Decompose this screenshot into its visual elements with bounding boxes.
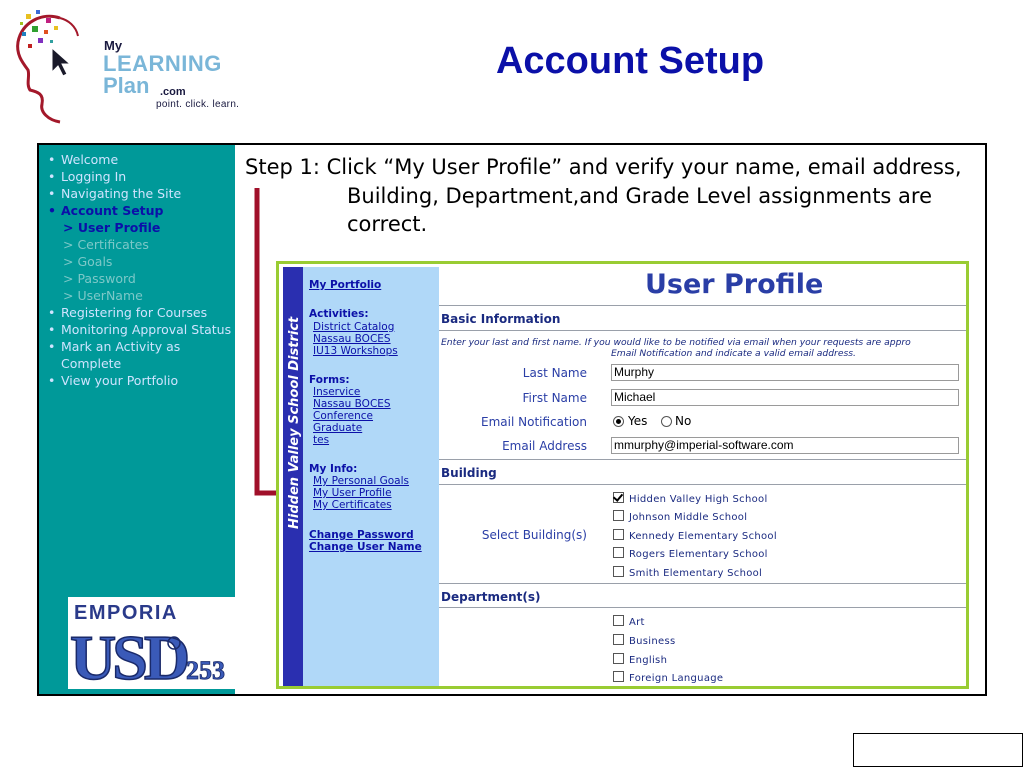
last-name-label: Last Name — [522, 366, 587, 380]
checkbox-checked-icon[interactable] — [613, 492, 624, 503]
email-notification-no-radio[interactable] — [661, 416, 672, 427]
sidebar-item-account-setup[interactable]: • Account Setup — [47, 202, 233, 219]
nav-activity-district-catalog[interactable]: District Catalog — [313, 321, 395, 333]
sidebar-subitem-certificates[interactable]: > Certificates — [63, 237, 149, 252]
first-name-label: First Name — [522, 391, 587, 405]
sidebar-nav — [47, 151, 233, 389]
checkbox-icon[interactable] — [613, 634, 624, 645]
user-profile-title: User Profile — [645, 269, 824, 300]
usd-text: USD — [70, 622, 187, 689]
email-notification-options — [613, 416, 733, 429]
nav-form-graduate[interactable]: Graduate — [313, 422, 363, 434]
sidebar-item-registering[interactable]: • Registering for Courses — [47, 304, 233, 321]
building-checkbox-row[interactable]: Kennedy Elementary School — [613, 529, 777, 542]
divider — [439, 607, 969, 608]
department-checkbox-row[interactable]: Art — [613, 615, 645, 628]
building-checkbox-row[interactable]: Rogers Elementary School — [613, 547, 768, 560]
logo-my-text: My — [104, 38, 123, 53]
sidebar-item-monitoring[interactable]: • Monitoring Approval Status — [47, 321, 233, 338]
user-profile-form — [439, 267, 969, 686]
nav-form-conference[interactable]: Conference — [313, 410, 374, 422]
nav-activities-heading: Activities: — [309, 308, 369, 320]
nav-myinfo-heading: My Info: — [309, 463, 358, 475]
mylearningplan-logo — [8, 4, 268, 132]
app-nav-panel — [303, 267, 439, 686]
yes-label: Yes — [628, 414, 648, 428]
no-label: No — [675, 414, 692, 428]
department-heading: Department(s) — [441, 590, 541, 604]
nav-my-portfolio[interactable]: My Portfolio — [309, 279, 382, 291]
logo-plan-text: Plan — [103, 73, 150, 98]
logo-com-text: .com — [160, 86, 186, 98]
emporia-text: EMPORIA — [74, 602, 178, 624]
email-notification-yes-radio[interactable] — [613, 416, 624, 427]
page-title: Account Setup — [495, 40, 765, 82]
nav-my-certificates[interactable]: My Certificates — [313, 499, 392, 511]
sidebar-item-welcome[interactable]: • Welcome — [47, 151, 233, 168]
nav-change-password[interactable]: Change Password — [309, 529, 414, 541]
divider — [439, 305, 969, 306]
sidebar-subitem-password[interactable]: > Password — [63, 271, 136, 286]
email-address-label: Email Address — [502, 439, 587, 453]
nav-my-user-profile[interactable]: My User Profile — [313, 487, 392, 499]
instructions-line-1: Enter your last and first name. If you would like to be notified via email when your requests are appro — [441, 337, 911, 348]
nav-forms-heading: Forms: — [309, 374, 350, 386]
building-checkbox-row[interactable]: Smith Elementary School — [613, 566, 762, 579]
building-heading: Building — [441, 466, 497, 480]
nav-form-nassau-boces[interactable]: Nassau BOCES — [313, 398, 391, 410]
checkbox-icon[interactable] — [613, 615, 624, 626]
instructions-line-2: Email Notification and indicate a valid email address. — [611, 348, 856, 359]
nav-activity-iu13[interactable]: IU13 Workshops — [313, 345, 398, 357]
divider — [439, 330, 969, 331]
nav-change-username[interactable]: Change User Name — [309, 541, 422, 553]
district-band-label — [282, 267, 304, 537]
sidebar-item-view-portfolio[interactable]: • View your Portfolio — [47, 372, 233, 389]
sidebar-item-mark-complete[interactable]: • Mark an Activity as Complete — [47, 338, 233, 372]
checkbox-icon[interactable] — [613, 547, 624, 558]
nav-form-tes[interactable]: tes — [313, 434, 330, 446]
nav-form-inservice[interactable]: Inservice — [313, 386, 361, 398]
logo-learning-text: LEARNING — [103, 51, 222, 76]
nav-my-personal-goals[interactable]: My Personal Goals — [313, 475, 409, 487]
department-checkbox-row[interactable]: Foreign Language — [613, 671, 723, 684]
checkbox-icon[interactable] — [613, 671, 624, 682]
head-profile-icon — [8, 4, 103, 132]
usd-number-text: 253 — [186, 656, 225, 685]
emporia-usd-logo — [68, 597, 235, 689]
department-checkbox-row[interactable]: English — [613, 653, 667, 666]
sidebar-item-navigating[interactable]: • Navigating the Site — [47, 185, 233, 202]
divider — [439, 583, 969, 584]
sidebar-item-logging-in[interactable]: • Logging In — [47, 168, 233, 185]
department-checkbox-row[interactable]: Business — [613, 634, 676, 647]
user-profile-screenshot — [276, 261, 969, 689]
first-name-input[interactable]: Michael — [611, 389, 959, 406]
corner-box — [853, 733, 1023, 767]
checkbox-icon[interactable] — [613, 566, 624, 577]
checkbox-icon[interactable] — [613, 653, 624, 664]
svg-text:Hidden Valley School District: Hidden Valley School District — [287, 316, 302, 529]
sidebar-subitem-username[interactable]: > UserName — [63, 288, 143, 303]
checkbox-icon[interactable] — [613, 510, 624, 521]
building-checkbox-row[interactable]: Johnson Middle School — [613, 510, 747, 523]
checkbox-icon[interactable] — [613, 529, 624, 540]
building-checkbox-row[interactable]: Hidden Valley High School — [613, 492, 768, 505]
divider — [439, 484, 969, 485]
divider — [439, 459, 969, 460]
sidebar-subitem-user-profile[interactable]: > User Profile — [63, 220, 161, 235]
sidebar-subitem-goals[interactable]: > Goals — [63, 254, 113, 269]
email-address-input[interactable]: mmurphy@imperial-software.com — [611, 437, 959, 454]
select-building-label: Select Building(s) — [481, 528, 587, 542]
email-notification-label: Email Notification — [481, 415, 587, 429]
last-name-input[interactable]: Murphy — [611, 364, 959, 381]
nav-activity-nassau-boces[interactable]: Nassau BOCES — [313, 333, 391, 345]
logo-tagline: point. click. learn. — [156, 99, 240, 110]
step-instruction: Step 1: Click “My User Profile” and verify your name, email address, Building, Department,and Grade Level assignments are correct. — [245, 155, 962, 236]
basic-information-heading: Basic Information — [441, 312, 561, 326]
